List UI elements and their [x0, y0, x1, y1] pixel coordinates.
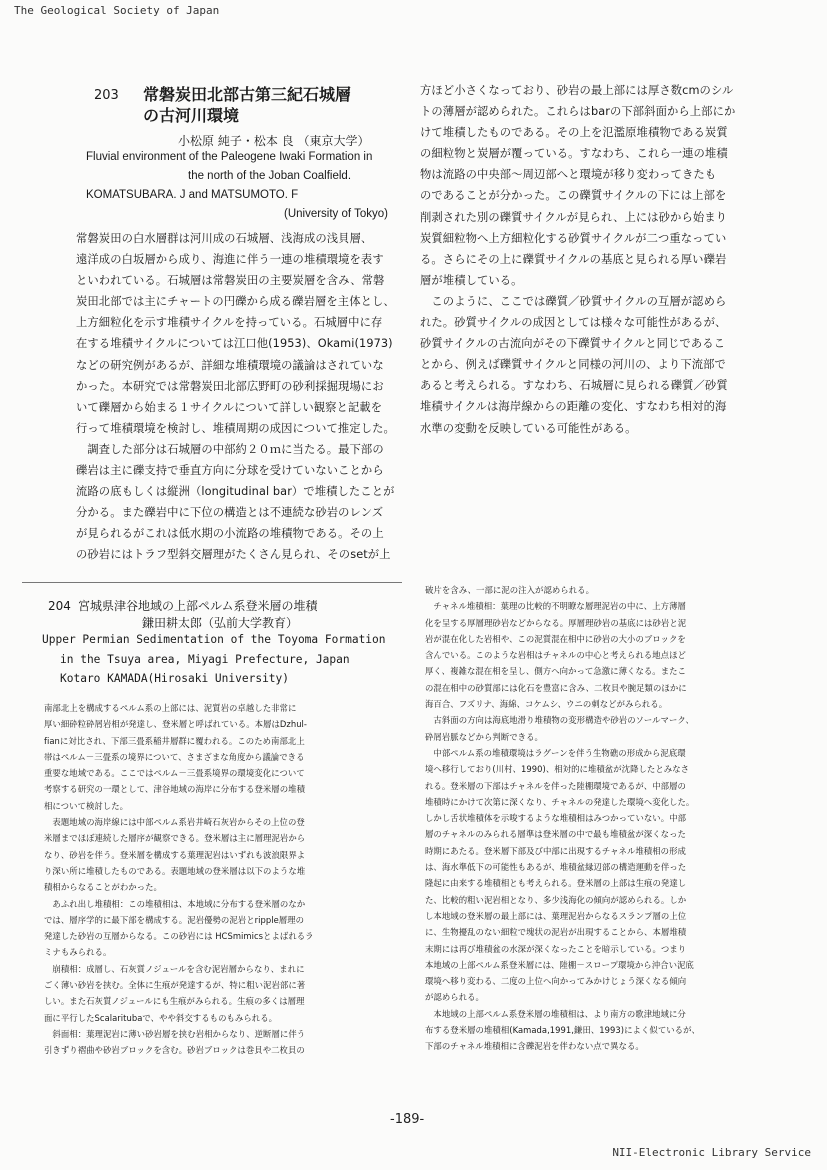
abstract-204-right-column: [425, 582, 700, 1055]
text-line: 下部のチャネル堆積相に含礫泥岩を伴わない点で異なる。: [425, 1041, 644, 1052]
text-line: の砂岩にはトラフ型斜交層理がたくさん見られ、そのsetが上: [76, 548, 391, 562]
text-line: 重要な地域である。ここではペルム－三畳系境界の環境変化について: [44, 768, 305, 779]
abstract-204-left-column: [44, 700, 314, 1059]
text-line: fianに対比され、下部三畳系稲井層群に覆われる。このため南部北上: [44, 735, 305, 746]
library-footer: NII-Electronic Library Service: [612, 1146, 811, 1159]
text-line: 上方細粒化を示す堆積サイクルを持っている。石城層中に存: [76, 316, 383, 330]
abstract-204-title-en-line1: Upper Permian Sedimentation of the Toyoma Formation: [42, 633, 386, 646]
text-line: り深い所に堆積したものである。表題地域の登米層は以下のような堆: [44, 865, 306, 876]
text-line: 遠洋成の白坂層から成り、海進に伴う一連の堆積環境を表す: [76, 253, 384, 267]
text-line: かった。本研究では常磐炭田北部広野町の砂利採掘現場にお: [76, 379, 384, 393]
text-line: 面に平行したScalaritubaで、やや斜交するものもみられる。: [44, 1012, 278, 1023]
text-line: などの研究例があるが、詳細な堆積環境の議論はされていな: [76, 358, 384, 372]
text-line: 時期にあたる。登米層下部及び中部に出現するチャネル堆積相の形成: [425, 845, 686, 856]
text-line: 削剥された別の礫質サイクルが見られ、上には砂から始まり: [420, 210, 728, 224]
text-line: 在する堆積サイクルについては江口他(1953)、Okami(1973): [76, 337, 393, 351]
text-line: の混在相中の砂質部には化石を豊富に含み、二枚貝や腕足類のほかに: [425, 682, 687, 693]
text-line: 米層までほぼ連続した層序が観察できる。登米層は主に層理泥岩から: [44, 833, 306, 844]
text-line: が見られるがこれは低水期の小流路の堆積物である。その上: [76, 527, 384, 541]
text-line: 布する登米層の堆積相(Kamada,1991,鎌田、1993)によく似ているが、: [425, 1025, 700, 1036]
text-line: 常磐炭田の白水層群は河川成の石城層、浅海成の浅貝層、: [76, 232, 373, 245]
text-line: のであることが分かった。この礫質サイクルの下には上部を: [420, 189, 727, 203]
text-line: といわれている。石城層は常磐炭田の主要炭層を含み、常磐: [76, 274, 385, 288]
text-line: あると考えられる。すなわち、石城層に見られる礫質／砂質: [420, 379, 728, 393]
text-line: 方ほど小さくなっており、砂岩の最上部には厚さ数cmのシル: [420, 84, 734, 97]
text-line: 環境へ移り変わる、二度の上位へ向かってみかけじょう深くなる傾向: [425, 976, 687, 987]
text-line: 厚く、複雑な混在相を呈し、側方へ向かって急激に薄くなる。またこ: [425, 666, 687, 677]
abstract-204-title: 宮城県津谷地域の上部ペルム系登米層の堆積: [78, 599, 318, 613]
text-line: 境へ移行しており(川村、1990)、相対的に堆積盆が沈降したとみなさ: [425, 764, 690, 775]
text-line: 化を呈する厚層理砂岩などからなる。厚層理砂岩の基底には砂岩と泥: [425, 617, 687, 628]
text-line: 炭質細粒物へ上方細粒化する砂質サイクルが二つ重なってい: [420, 231, 727, 245]
text-line: た、比較的粗い泥岩相となり、多少浅海化の傾向が認められる。しか: [425, 894, 687, 905]
text-line: なり、砂岩を伴う。登米層を構成する葉理泥岩はいずれも波浪限界よ: [44, 849, 306, 860]
text-line: 層のチャネルのみられる層準は登米層の中で最も堆積盆が深くなった: [425, 829, 686, 840]
text-line: 堆積時にかけて次第に深くなり、チャネルの発達した環境へ変化した。: [425, 796, 695, 807]
text-line: れた。砂質サイクルの成因としては様々な可能性があるが、: [420, 316, 727, 330]
text-line: る。さらにその上に礫質サイクルの基底と見られる厚い礫岩: [420, 252, 727, 266]
text-line: 古斜面の方向は海底地滑り堆積物の変形構造や砂岩のソールマーク、: [425, 715, 694, 726]
page-number: -189-: [390, 1112, 425, 1127]
text-line: ごく薄い砂岩を挟む。全体に生痕が発達するが、特に粗い泥岩部に著: [44, 980, 306, 991]
text-line: 南部北上を構成するペルム系の上部には、泥質岩の卓越した非常に: [44, 703, 297, 713]
text-line: 調査した部分は石城層の中部約２０ｍに当たる。最下部の: [76, 442, 384, 456]
text-line: 帯はペルム－三畳系の境界について、さまざまな角度から議論できる: [44, 751, 305, 762]
text-line: 厚い細砕粒砕屑岩相が発達し、登米層と呼ばれている。本層はDzhul-: [44, 719, 308, 730]
abstract-203-title-line2: の古河川環境: [143, 106, 240, 125]
abstract-203-right-column: [420, 80, 735, 439]
text-line: 破片を含み、一部に泥の注入が認められる。: [425, 585, 595, 595]
abstract-203-title-en-line2: the north of the Joban Coalfield.: [188, 170, 352, 182]
text-line: し本地域の登米層の最上部には、葉理泥岩からなるスランプ層の上位: [425, 910, 687, 921]
text-line: いて礫層から始まる１サイクルについて詳しい観察と記載を: [76, 400, 383, 414]
text-line: は、海水準低下の可能性もあるが、堆積盆縁辺部の構造運動を伴った: [425, 862, 687, 873]
text-line: 海百合、フズリナ、海綿、コケムシ、ウニの刺などがみられる。: [425, 699, 668, 710]
text-line: しかし舌状堆積体を示唆するような堆積相はみつかっていない。中部: [425, 813, 687, 824]
text-line: 本地域の上部ペルム系登米層の堆積相は、より南方の歌津地域に分: [425, 1008, 686, 1019]
abstract-203-authors: 小松原 純子・松本 良 （東京大学）: [178, 134, 370, 148]
text-line: けて堆積したものである。その上を氾濫原堆積物である炭質: [420, 126, 728, 140]
abstract-203-affiliation-en: (University of Tokyo): [284, 208, 388, 220]
abstract-203-left-column: [76, 228, 395, 566]
text-line: チャネル堆積相：葉理の比較的不明瞭な層理泥岩の中に、上方薄層: [425, 601, 686, 612]
text-line: あふれ出し堆積相：この堆積相は、本地域に分布する登米層のなか: [44, 898, 306, 909]
abstract-204-title-en-line2: in the Tsuya area, Miyagi Prefecture, Japan: [60, 653, 350, 666]
text-line: このように、ここでは礫質／砂質サイクルの互層が認めら: [420, 294, 727, 308]
text-line: が認められる。: [425, 992, 484, 1003]
text-line: 行って堆積環境を検討し、堆積周期の成因について推定した。: [76, 421, 395, 435]
abstract-204-number: 204: [48, 599, 71, 613]
text-line: しい。また石灰質ノジュールにも生痕がみられる。生痕の多くは層理: [44, 996, 305, 1007]
journal-header: The Geological Society of Japan: [14, 4, 220, 17]
text-line: れる。登米層の下部はチャネルを伴った陸棚環境であるが、中部層の: [425, 780, 686, 791]
abstract-203-number: 203: [94, 88, 119, 103]
text-line: 積相からなることがわかった。: [44, 882, 162, 893]
text-line: 炭田北部では主にチャートの円礫から成る礫岩層を主体とし、: [76, 295, 395, 309]
text-line: 水準の変動を反映している可能性がある。: [420, 421, 637, 435]
abstract-203-authors-en: KOMATSUBARA. J and MATSUMOTO. F: [86, 189, 299, 201]
abstract-203-title-line1: 常磐炭田北部古第三紀石城層: [143, 85, 352, 104]
text-line: 堆積サイクルは海岸線からの距離の変化、すなわち相対的海: [420, 400, 727, 414]
text-line: 砂質サイクルの古流向がその下礫質サイクルと同じであるこ: [420, 337, 726, 351]
abstract-204-author-en: Kotaro KAMADA(Hirosaki University): [60, 672, 290, 685]
text-line: 表題地域の海岸線には中部ペルム系岩井崎石灰岩からその上位の登: [44, 817, 305, 828]
text-line: 隆起に由来する堆積相とも考えられる。登米層の上部は生痕の発達し: [425, 878, 687, 889]
text-line: ミナもみられる。: [44, 947, 112, 958]
text-line: 相について検討した。: [44, 800, 129, 811]
text-line: 分かる。また礫岩中に下位の構造とは不連続な砂岩のレンズ: [76, 506, 384, 520]
text-line: 引きずり褶曲や砂岩ブロックを含む。砂岩ブロックは巻貝や二枚貝の: [44, 1045, 305, 1056]
text-line: 物は流路の中央部～周辺部へと環境が移り変わってきたも: [420, 168, 717, 182]
text-line: 発達した砂岩の互層からなる。この砂岩には HCSmimicsとよばれるラ: [44, 931, 314, 942]
text-line: に、生物擾乱のない細粒で塊状の泥岩が出現することから、本層堆積: [425, 927, 687, 938]
text-line: 中部ペルム系の堆積環境はラグーンを伴う生物礁の形成から泥底環: [425, 747, 686, 758]
text-line: では、層序学的に最下部を構成する。泥岩優勢の泥岩とripple層理の: [44, 914, 305, 925]
abstract-204-author: 鎌田耕太郎（弘前大学教育）: [142, 616, 299, 630]
text-line: 岩が混在化した岩相や、この泥質混在相中に砂岩の大小のブロックを: [425, 633, 686, 644]
text-line: 考察する研究の一環として、津谷地域の海岸に分布する登米層の堆積: [44, 784, 306, 795]
text-line: 砕屑岩脈などから判断できる。: [425, 731, 543, 742]
text-line: 層が堆積している。: [420, 273, 523, 287]
text-line: の細粒物と炭層が覆っている。すなわち、これら一連の堆積: [420, 147, 728, 161]
abstract-203-title-en-line1: Fluvial environment of the Paleogene Iwaki Formation in: [86, 151, 373, 163]
text-line: 斜面相：葉理泥岩に薄い砂岩層を挟む岩相からなり、逆断層に伴う: [44, 1028, 306, 1039]
text-line: 末期には再び堆積盆の水深が深くなったことを暗示している。つまり: [425, 943, 687, 954]
text-line: とから、例えば礫質サイクルと同様の河川の、より下流部で: [420, 358, 726, 372]
text-line: 本地域の上部ペルム系登米層には、陸棚－スロープ環境から沖合い泥底: [425, 959, 694, 970]
text-line: 流路の底もしくは縦洲（longitudinal bar）で堆積したことが: [76, 485, 395, 499]
text-line: 含んでいる。このような岩相はチャネルの中心と考えられる地点ほど: [425, 650, 686, 661]
section-divider: [22, 582, 402, 583]
text-line: 礫岩は主に礫支持で垂直方向に分球を受けていないことから: [76, 464, 384, 478]
text-line: 崩積相：成層し、石灰質ノジュールを含む泥岩層からなり、まれに: [44, 963, 305, 974]
text-line: トの薄層が認められた。これらはbarの下部斜面から上部にか: [420, 105, 736, 119]
